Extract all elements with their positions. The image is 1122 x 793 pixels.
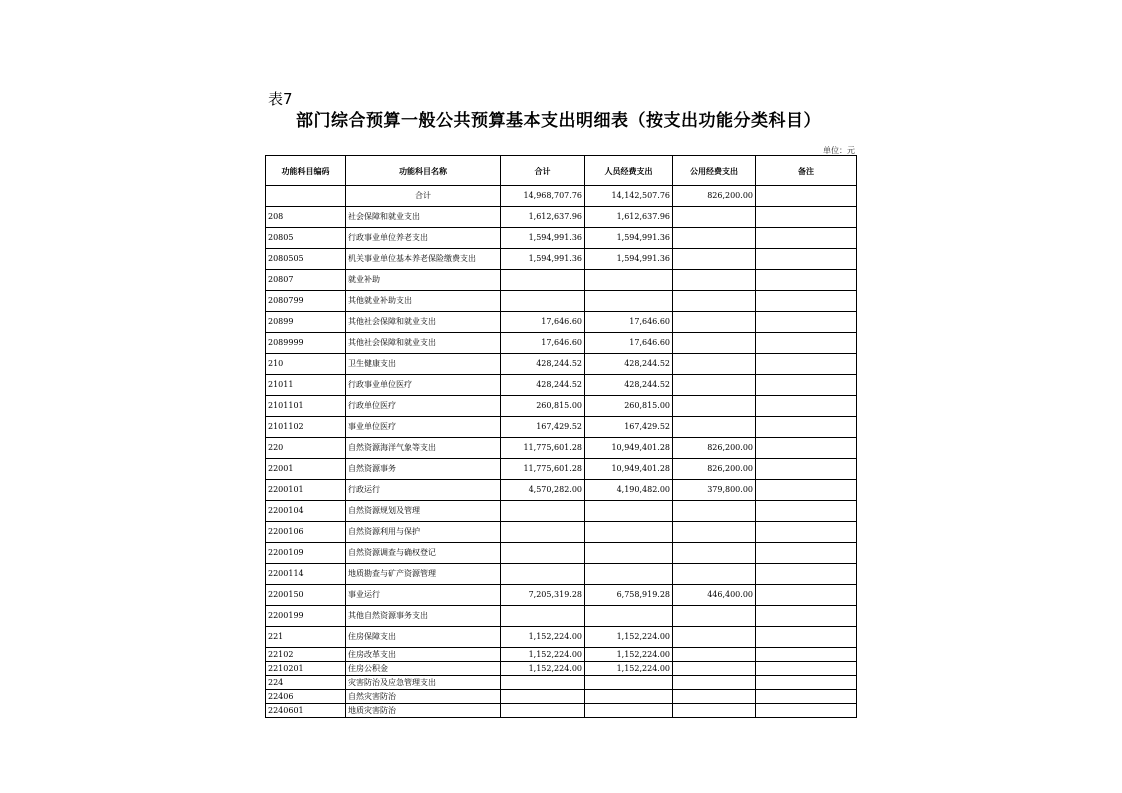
row-code-cell: 22406 [266, 690, 346, 704]
row-public-cell: 826,200.00 [673, 459, 756, 480]
row-public-cell [673, 270, 756, 291]
row-public-cell [673, 354, 756, 375]
row-total-cell: 1,594,991.36 [501, 249, 585, 270]
table-row [266, 291, 857, 312]
row-total-cell [501, 291, 585, 312]
total-public-cell: 826,200.00 [673, 186, 756, 207]
row-name-cell: 自然资源海洋气象等支出 [346, 438, 501, 459]
row-name-cell: 行政单位医疗 [346, 396, 501, 417]
table-row [266, 417, 857, 438]
total-personnel-cell: 14,142,507.76 [585, 186, 673, 207]
row-personnel-cell: 1,152,224.00 [585, 648, 673, 662]
row-personnel-cell: 1,152,224.00 [585, 627, 673, 648]
row-note-cell [756, 564, 857, 585]
row-note-cell [756, 662, 857, 676]
row-note-cell [756, 291, 857, 312]
row-public-cell [673, 704, 756, 718]
row-total-cell: 17,646.60 [501, 333, 585, 354]
row-name-cell: 自然资源规划及管理 [346, 501, 501, 522]
row-public-cell [673, 396, 756, 417]
header-code: 功能科目编码 [266, 156, 346, 186]
row-code-cell: 210 [266, 354, 346, 375]
row-code-cell: 2200199 [266, 606, 346, 627]
row-name-cell: 其他自然资源事务支出 [346, 606, 501, 627]
row-note-cell [756, 249, 857, 270]
row-note-cell [756, 704, 857, 718]
row-note-cell [756, 543, 857, 564]
header-name: 功能科目名称 [346, 156, 501, 186]
table-row [266, 606, 857, 627]
row-total-cell: 428,244.52 [501, 354, 585, 375]
row-total-cell: 260,815.00 [501, 396, 585, 417]
row-total-cell: 11,775,601.28 [501, 438, 585, 459]
row-total-cell [501, 704, 585, 718]
row-personnel-cell: 6,758,919.28 [585, 585, 673, 606]
row-public-cell [673, 417, 756, 438]
row-name-cell: 机关事业单位基本养老保险缴费支出 [346, 249, 501, 270]
table-row [266, 564, 857, 585]
row-personnel-cell [585, 522, 673, 543]
row-total-cell: 17,646.60 [501, 312, 585, 333]
row-note-cell [756, 228, 857, 249]
row-public-cell [673, 564, 756, 585]
table-row [266, 543, 857, 564]
row-code-cell: 2240601 [266, 704, 346, 718]
row-name-cell: 地质灾害防治 [346, 704, 501, 718]
row-total-cell: 11,775,601.28 [501, 459, 585, 480]
row-code-cell: 2200114 [266, 564, 346, 585]
row-name-cell: 灾害防治及应急管理支出 [346, 676, 501, 690]
row-code-cell: 21011 [266, 375, 346, 396]
row-name-cell: 自然灾害防治 [346, 690, 501, 704]
row-code-cell: 224 [266, 676, 346, 690]
table-row [266, 501, 857, 522]
row-total-cell [501, 606, 585, 627]
table-row [266, 312, 857, 333]
header-total: 合计 [501, 156, 585, 186]
table-row [266, 333, 857, 354]
row-code-cell: 20807 [266, 270, 346, 291]
row-name-cell: 自然资源事务 [346, 459, 501, 480]
row-public-cell [673, 676, 756, 690]
row-public-cell: 379,800.00 [673, 480, 756, 501]
row-public-cell [673, 375, 756, 396]
row-public-cell [673, 333, 756, 354]
row-total-cell: 428,244.52 [501, 375, 585, 396]
row-name-cell: 行政运行 [346, 480, 501, 501]
table-row [266, 438, 857, 459]
row-personnel-cell [585, 704, 673, 718]
table-label: 表7 [268, 90, 293, 108]
row-total-cell [501, 270, 585, 291]
total-note-cell [756, 186, 857, 207]
row-personnel-cell: 167,429.52 [585, 417, 673, 438]
row-public-cell [673, 249, 756, 270]
total-total-cell: 14,968,707.76 [501, 186, 585, 207]
row-personnel-cell: 428,244.52 [585, 354, 673, 375]
row-public-cell [673, 312, 756, 333]
row-note-cell [756, 585, 857, 606]
table-row [266, 690, 857, 704]
row-personnel-cell: 428,244.52 [585, 375, 673, 396]
row-code-cell: 2210201 [266, 662, 346, 676]
row-total-cell: 4,570,282.00 [501, 480, 585, 501]
row-name-cell: 其他社会保障和就业支出 [346, 312, 501, 333]
header-public: 公用经费支出 [673, 156, 756, 186]
row-code-cell: 2101101 [266, 396, 346, 417]
row-personnel-cell [585, 291, 673, 312]
row-note-cell [756, 522, 857, 543]
table-row [266, 662, 857, 676]
row-name-cell: 自然资源利用与保护 [346, 522, 501, 543]
row-code-cell: 20899 [266, 312, 346, 333]
header-row [266, 156, 857, 186]
row-public-cell [673, 543, 756, 564]
row-note-cell [756, 480, 857, 501]
table-row [266, 249, 857, 270]
row-code-cell: 2080505 [266, 249, 346, 270]
header-note: 备注 [756, 156, 857, 186]
row-code-cell: 2200150 [266, 585, 346, 606]
row-note-cell [756, 270, 857, 291]
row-personnel-cell [585, 676, 673, 690]
row-personnel-cell [585, 543, 673, 564]
row-total-cell: 1,612,637.96 [501, 207, 585, 228]
row-code-cell: 22102 [266, 648, 346, 662]
row-note-cell [756, 417, 857, 438]
row-personnel-cell: 1,594,991.36 [585, 249, 673, 270]
row-code-cell: 208 [266, 207, 346, 228]
row-note-cell [756, 501, 857, 522]
row-code-cell: 221 [266, 627, 346, 648]
row-total-cell: 7,205,319.28 [501, 585, 585, 606]
unit-label: 单位：元 [823, 146, 855, 155]
row-note-cell [756, 459, 857, 480]
row-total-cell [501, 543, 585, 564]
row-total-cell [501, 501, 585, 522]
row-total-cell [501, 676, 585, 690]
row-code-cell: 2080799 [266, 291, 346, 312]
budget-table [265, 155, 857, 718]
row-note-cell [756, 676, 857, 690]
row-total-cell [501, 690, 585, 704]
row-name-cell: 自然资源调查与确权登记 [346, 543, 501, 564]
row-name-cell: 其他就业补助支出 [346, 291, 501, 312]
row-public-cell [673, 648, 756, 662]
row-code-cell: 20805 [266, 228, 346, 249]
row-public-cell [673, 627, 756, 648]
table-row [266, 354, 857, 375]
table-row [266, 396, 857, 417]
row-total-cell: 1,594,991.36 [501, 228, 585, 249]
row-note-cell [756, 438, 857, 459]
row-total-cell [501, 564, 585, 585]
row-public-cell [673, 690, 756, 704]
row-note-cell [756, 333, 857, 354]
row-personnel-cell: 1,152,224.00 [585, 662, 673, 676]
row-code-cell: 2200109 [266, 543, 346, 564]
row-name-cell: 事业单位医疗 [346, 417, 501, 438]
total-code-cell [266, 186, 346, 207]
row-personnel-cell [585, 564, 673, 585]
row-public-cell [673, 662, 756, 676]
row-personnel-cell: 10,949,401.28 [585, 459, 673, 480]
table-row [266, 459, 857, 480]
table-row [266, 676, 857, 690]
row-total-cell: 1,152,224.00 [501, 662, 585, 676]
row-name-cell: 行政事业单位养老支出 [346, 228, 501, 249]
table-row [266, 648, 857, 662]
row-personnel-cell: 1,612,637.96 [585, 207, 673, 228]
row-personnel-cell: 4,190,482.00 [585, 480, 673, 501]
row-total-cell: 1,152,224.00 [501, 648, 585, 662]
page-title: 部门综合预算一般公共预算基本支出明细表（按支出功能分类科目） [296, 111, 821, 131]
row-note-cell [756, 396, 857, 417]
row-total-cell: 1,152,224.00 [501, 627, 585, 648]
total-name-cell: 合计 [346, 186, 501, 207]
row-public-cell [673, 501, 756, 522]
row-name-cell: 住房改革支出 [346, 648, 501, 662]
row-note-cell [756, 627, 857, 648]
row-public-cell [673, 291, 756, 312]
row-code-cell: 2101102 [266, 417, 346, 438]
table-row [266, 704, 857, 718]
row-public-cell [673, 207, 756, 228]
row-note-cell [756, 648, 857, 662]
row-personnel-cell [585, 690, 673, 704]
row-name-cell: 地质勘查与矿产资源管理 [346, 564, 501, 585]
row-note-cell [756, 354, 857, 375]
table-row [266, 585, 857, 606]
row-code-cell: 2200104 [266, 501, 346, 522]
row-personnel-cell [585, 270, 673, 291]
row-note-cell [756, 606, 857, 627]
row-personnel-cell: 1,594,991.36 [585, 228, 673, 249]
row-name-cell: 住房保障支出 [346, 627, 501, 648]
row-name-cell: 就业补助 [346, 270, 501, 291]
row-name-cell: 社会保障和就业支出 [346, 207, 501, 228]
row-name-cell: 卫生健康支出 [346, 354, 501, 375]
row-total-cell [501, 522, 585, 543]
row-public-cell [673, 522, 756, 543]
row-code-cell: 220 [266, 438, 346, 459]
table-row [266, 480, 857, 501]
row-total-cell: 167,429.52 [501, 417, 585, 438]
header-personnel: 人员经费支出 [585, 156, 673, 186]
row-code-cell: 2200101 [266, 480, 346, 501]
row-personnel-cell: 17,646.60 [585, 312, 673, 333]
row-public-cell [673, 228, 756, 249]
row-code-cell: 2089999 [266, 333, 346, 354]
total-row [266, 186, 857, 207]
table-row [266, 270, 857, 291]
row-personnel-cell: 10,949,401.28 [585, 438, 673, 459]
table-row [266, 522, 857, 543]
row-name-cell: 行政事业单位医疗 [346, 375, 501, 396]
row-code-cell: 22001 [266, 459, 346, 480]
table-row [266, 627, 857, 648]
row-personnel-cell [585, 501, 673, 522]
table-row [266, 207, 857, 228]
row-note-cell [756, 690, 857, 704]
row-personnel-cell [585, 606, 673, 627]
table-row [266, 228, 857, 249]
row-public-cell: 446,400.00 [673, 585, 756, 606]
row-public-cell: 826,200.00 [673, 438, 756, 459]
row-code-cell: 2200106 [266, 522, 346, 543]
row-note-cell [756, 375, 857, 396]
row-personnel-cell: 260,815.00 [585, 396, 673, 417]
row-note-cell [756, 207, 857, 228]
row-name-cell: 其他社会保障和就业支出 [346, 333, 501, 354]
table-row [266, 375, 857, 396]
row-note-cell [756, 312, 857, 333]
row-public-cell [673, 606, 756, 627]
row-name-cell: 住房公积金 [346, 662, 501, 676]
row-personnel-cell: 17,646.60 [585, 333, 673, 354]
row-name-cell: 事业运行 [346, 585, 501, 606]
